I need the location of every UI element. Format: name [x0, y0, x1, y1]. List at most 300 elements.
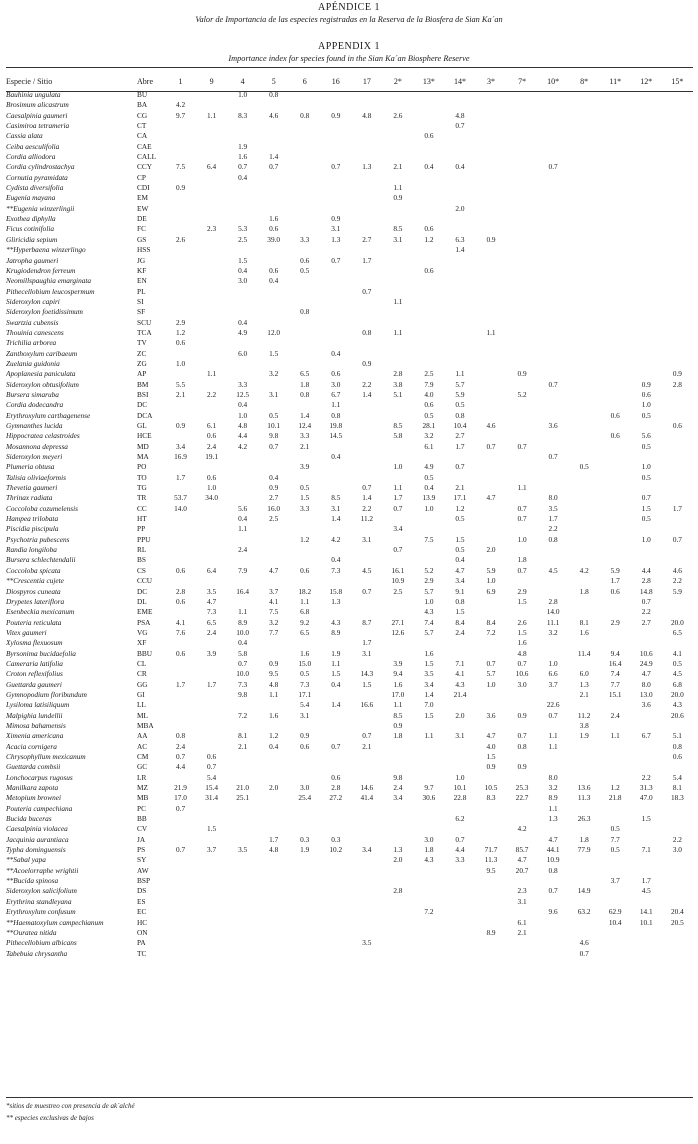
table-row: [6, 245, 693, 255]
value-cell: 0.7: [517, 565, 527, 575]
value-cell: [320, 762, 351, 772]
value-cell: [320, 897, 351, 907]
value-cell: [569, 752, 600, 762]
value-cell: [413, 121, 444, 131]
value-cell: 7.2: [424, 907, 434, 917]
value-cell: [600, 359, 631, 369]
table-row: [6, 566, 693, 576]
value-cell: [382, 307, 413, 317]
value-cell: 0.7: [393, 503, 403, 513]
value-cell: [476, 918, 507, 928]
value-cell: 1.0: [641, 534, 651, 544]
species-cell: Erythroxylum carthagenense: [6, 410, 91, 420]
value-cell: [351, 90, 382, 100]
value-cell: [538, 121, 569, 131]
value-cell: [351, 897, 382, 907]
value-cell: [476, 359, 507, 369]
value-cell: [196, 938, 227, 948]
value-cell: 1.0: [548, 658, 558, 668]
value-cell: [476, 690, 507, 700]
value-cell: [631, 90, 662, 100]
value-cell: [320, 204, 351, 214]
value-cell: 21.9: [174, 783, 187, 793]
abbreviation-cell: CAE: [137, 141, 152, 151]
value-cell: [569, 369, 600, 379]
column-header: 8*: [580, 77, 589, 86]
value-cell: 8.0: [548, 493, 558, 503]
value-cell: [165, 193, 196, 203]
value-cell: [600, 193, 631, 203]
value-cell: 0.5: [455, 545, 465, 555]
abbreviation-cell: CCU: [137, 576, 153, 586]
value-cell: 1.1: [393, 483, 403, 493]
value-cell: 14.0: [174, 503, 187, 513]
value-cell: 1.0: [424, 596, 434, 606]
value-cell: [569, 597, 600, 607]
value-cell: [569, 824, 600, 834]
abbreviation-cell: SCU: [137, 317, 152, 327]
value-cell: [382, 204, 413, 214]
value-cell: [289, 287, 320, 297]
value-cell: 6.4: [207, 565, 217, 575]
value-cell: 0.9: [393, 720, 403, 730]
value-cell: 2.1: [238, 741, 248, 751]
value-cell: [258, 886, 289, 896]
value-cell: 0.7: [362, 483, 372, 493]
species-cell: Diospyros cuneata: [6, 586, 61, 596]
value-cell: [538, 587, 569, 597]
abbreviation-cell: PO: [137, 462, 147, 472]
species-cell: Drypetes lateriflora: [6, 596, 65, 606]
value-cell: 3.1: [362, 648, 372, 658]
value-cell: 0.5: [579, 462, 589, 472]
value-cell: [600, 204, 631, 214]
species-cell: Bucida buceras: [6, 814, 52, 824]
value-cell: [351, 431, 382, 441]
abbreviation-cell: CP: [137, 172, 146, 182]
abbreviation-cell: LL: [137, 700, 146, 710]
value-cell: 1.1: [424, 731, 434, 741]
species-cell: Xylosma flexuosum: [6, 638, 63, 648]
value-cell: [165, 514, 196, 524]
value-cell: [476, 607, 507, 617]
value-cell: [196, 411, 227, 421]
value-cell: [227, 287, 258, 297]
table-row: [6, 183, 693, 193]
value-cell: [507, 380, 538, 390]
value-cell: 7.9: [238, 565, 248, 575]
value-cell: [289, 897, 320, 907]
value-cell: [165, 266, 196, 276]
value-cell: [258, 318, 289, 328]
value-cell: 62.9: [608, 907, 622, 917]
value-cell: [662, 183, 693, 193]
bottom-rule: [6, 1097, 693, 1098]
abbreviation-cell: HSS: [137, 245, 151, 255]
value-cell: [165, 555, 196, 565]
value-cell: [507, 173, 538, 183]
table-row: [6, 421, 693, 431]
value-cell: [600, 855, 631, 865]
value-cell: [413, 555, 444, 565]
value-cell: 0.4: [424, 483, 434, 493]
value-cell: [600, 287, 631, 297]
value-cell: [507, 700, 538, 710]
value-cell: [538, 214, 569, 224]
value-cell: [258, 897, 289, 907]
value-cell: [258, 855, 289, 865]
value-cell: [165, 907, 196, 917]
value-cell: [382, 555, 413, 565]
species-cell: Brosimum alicastrum: [6, 100, 69, 110]
value-cell: 3.8: [393, 379, 403, 389]
value-cell: 3.9: [393, 658, 403, 668]
value-cell: [289, 452, 320, 462]
value-cell: [538, 307, 569, 317]
species-cell: Pouteria reticulata: [6, 617, 62, 627]
value-cell: [538, 555, 569, 565]
value-cell: [196, 400, 227, 410]
value-cell: 0.3: [331, 834, 341, 844]
value-cell: [569, 318, 600, 328]
value-cell: [444, 287, 475, 297]
value-cell: 3.8: [579, 720, 589, 730]
value-cell: [258, 462, 289, 472]
value-cell: [196, 90, 227, 100]
species-cell: Manilkara zapota: [6, 783, 59, 793]
value-cell: [662, 256, 693, 266]
value-cell: 41.4: [360, 793, 374, 803]
value-cell: [631, 711, 662, 721]
value-cell: [600, 462, 631, 472]
value-cell: 3.5: [548, 503, 558, 513]
value-cell: [538, 245, 569, 255]
value-cell: [507, 359, 538, 369]
value-cell: [476, 90, 507, 100]
value-cell: [569, 173, 600, 183]
value-cell: 1.1: [238, 524, 248, 534]
value-cell: 3.6: [548, 421, 558, 430]
value-cell: [165, 173, 196, 183]
value-cell: [507, 411, 538, 421]
value-cell: 0.9: [300, 731, 310, 741]
value-cell: [196, 711, 227, 721]
value-cell: [413, 256, 444, 266]
value-cell: 0.4: [269, 276, 279, 286]
value-cell: [165, 918, 196, 928]
value-cell: [569, 214, 600, 224]
abbreviation-cell: HT: [137, 514, 147, 524]
value-cell: [476, 121, 507, 131]
value-cell: 8.3: [486, 793, 496, 803]
abbreviation-cell: MB: [137, 793, 149, 803]
value-cell: [476, 431, 507, 441]
value-cell: [351, 524, 382, 534]
value-cell: 2.7: [362, 234, 372, 244]
value-cell: [662, 214, 693, 224]
value-cell: [507, 204, 538, 214]
value-cell: [196, 121, 227, 131]
value-cell: [476, 835, 507, 845]
value-cell: [196, 504, 227, 514]
value-cell: 4.4: [175, 762, 186, 772]
value-cell: [569, 380, 600, 390]
value-cell: [289, 204, 320, 214]
value-cell: [600, 762, 631, 772]
value-cell: 1.1: [455, 369, 465, 379]
value-cell: [289, 100, 320, 110]
value-cell: [351, 597, 382, 607]
value-cell: [507, 576, 538, 586]
value-cell: [476, 162, 507, 172]
value-cell: 17.0: [174, 793, 187, 803]
value-cell: [662, 855, 693, 865]
value-cell: [227, 855, 258, 865]
table-row: [6, 711, 693, 721]
value-cell: [600, 742, 631, 752]
value-cell: [320, 855, 351, 865]
value-cell: [631, 638, 662, 648]
value-cell: [476, 773, 507, 783]
value-cell: 5.6: [641, 431, 651, 441]
column-header: 16: [331, 77, 340, 86]
value-cell: [631, 318, 662, 328]
value-cell: [289, 752, 320, 762]
value-cell: 0.8: [269, 90, 279, 99]
value-cell: 2.4: [393, 783, 403, 793]
value-cell: [569, 162, 600, 172]
value-cell: [351, 276, 382, 286]
value-cell: [538, 690, 569, 700]
value-cell: [413, 359, 444, 369]
value-cell: 1.4: [362, 389, 372, 399]
value-cell: 0.6: [672, 421, 682, 430]
value-cell: [196, 742, 227, 752]
value-cell: [351, 173, 382, 183]
value-cell: 0.7: [641, 493, 651, 503]
value-cell: 1.7: [641, 876, 651, 886]
value-cell: [444, 338, 475, 348]
value-cell: [382, 928, 413, 938]
value-cell: [165, 824, 196, 834]
value-cell: 4.7: [486, 493, 496, 503]
value-cell: [196, 721, 227, 731]
value-cell: 3.6: [641, 700, 651, 710]
value-cell: 0.9: [486, 762, 496, 772]
value-cell: 4.7: [486, 731, 496, 741]
value-cell: 0.9: [517, 710, 527, 720]
value-cell: 0.4: [269, 741, 279, 751]
value-cell: [165, 297, 196, 307]
value-cell: [662, 949, 693, 959]
value-cell: 9.7: [424, 783, 434, 793]
value-cell: 1.0: [393, 462, 403, 472]
value-cell: 0.9: [362, 358, 372, 368]
value-cell: [444, 886, 475, 896]
value-cell: 7.7: [269, 627, 279, 637]
value-cell: 8.1: [672, 783, 682, 793]
value-cell: [631, 245, 662, 255]
value-cell: [196, 173, 227, 183]
value-cell: [600, 442, 631, 452]
value-cell: [538, 204, 569, 214]
table-row: [6, 287, 693, 297]
table-row: [6, 431, 693, 441]
species-cell: **Ouratea nitida: [6, 927, 57, 937]
abbreviation-cell: EW: [137, 203, 149, 213]
value-cell: [351, 349, 382, 359]
value-cell: [227, 535, 258, 545]
value-cell: [507, 814, 538, 824]
title-es: APÉNDICE 1: [318, 2, 380, 13]
value-cell: [662, 359, 693, 369]
value-cell: [444, 876, 475, 886]
value-cell: [569, 328, 600, 338]
value-cell: [227, 949, 258, 959]
value-cell: [631, 897, 662, 907]
abbreviation-cell: MBA: [137, 720, 154, 730]
value-cell: 25.4: [298, 793, 312, 803]
value-cell: [476, 142, 507, 152]
value-cell: 1.5: [269, 348, 279, 358]
value-cell: [227, 462, 258, 472]
value-cell: [165, 462, 196, 472]
value-cell: 2.1: [455, 483, 465, 493]
abbreviation-cell: BSI: [137, 389, 149, 399]
value-cell: [196, 214, 227, 224]
table-row: [6, 504, 693, 514]
value-cell: 2.4: [610, 710, 620, 720]
value-cell: 1.5: [424, 658, 434, 668]
value-cell: 0.5: [300, 669, 310, 679]
value-cell: 1.3: [331, 596, 341, 606]
value-cell: [662, 555, 693, 565]
value-cell: 0.7: [455, 462, 465, 472]
column-header: 3*: [487, 77, 496, 86]
value-cell: [476, 390, 507, 400]
value-cell: [631, 142, 662, 152]
value-cell: 0.8: [175, 731, 186, 741]
value-cell: [444, 224, 475, 234]
value-cell: [600, 514, 631, 524]
value-cell: [507, 318, 538, 328]
value-cell: [196, 555, 227, 565]
value-cell: 19.8: [329, 421, 343, 430]
value-cell: [600, 111, 631, 121]
abbreviation-cell: EN: [137, 276, 147, 286]
value-cell: 12.0: [267, 327, 281, 337]
value-cell: [165, 369, 196, 379]
value-cell: [507, 721, 538, 731]
abbreviation-cell: DC: [137, 586, 148, 596]
species-cell: Bauhinia ungulata: [6, 90, 61, 99]
value-cell: [351, 762, 382, 772]
value-cell: [382, 762, 413, 772]
value-cell: [662, 121, 693, 131]
value-cell: 6.8: [672, 679, 682, 689]
value-cell: 8.9: [238, 617, 248, 627]
abbreviation-cell: DS: [137, 886, 147, 896]
value-cell: 4.3: [455, 679, 465, 689]
value-cell: [538, 483, 569, 493]
value-cell: [631, 545, 662, 555]
value-cell: 9.4: [610, 648, 620, 658]
value-cell: [289, 949, 320, 959]
value-cell: 4.1: [455, 669, 465, 679]
value-cell: 4.6: [579, 938, 589, 948]
value-cell: 0.7: [486, 441, 496, 451]
value-cell: [227, 752, 258, 762]
value-cell: 30.6: [422, 793, 436, 803]
abbreviation-cell: BU: [137, 90, 148, 99]
value-cell: [600, 773, 631, 783]
value-cell: [476, 886, 507, 896]
value-cell: [382, 256, 413, 266]
value-cell: [538, 390, 569, 400]
value-cell: 2.4: [238, 545, 248, 555]
value-cell: [320, 307, 351, 317]
value-cell: 0.7: [238, 658, 248, 668]
value-cell: [320, 462, 351, 472]
value-cell: [600, 152, 631, 162]
value-cell: 9.6: [548, 907, 558, 917]
table-row: [6, 597, 693, 607]
value-cell: [600, 276, 631, 286]
value-cell: 0.6: [424, 131, 434, 141]
value-cell: [227, 121, 258, 131]
value-cell: [320, 721, 351, 731]
value-cell: 13.0: [639, 689, 653, 699]
value-cell: [631, 338, 662, 348]
value-cell: 0.7: [393, 545, 403, 555]
value-cell: [351, 297, 382, 307]
table-row: [6, 700, 693, 710]
table-row: [6, 224, 693, 234]
species-cell: Neomillspaughia emarginata: [6, 276, 92, 286]
abbreviation-cell: TCA: [137, 327, 152, 337]
species-cell: Bursera schlechtendalii: [6, 555, 76, 565]
value-cell: 2.9: [517, 586, 527, 596]
value-cell: [569, 152, 600, 162]
value-cell: 7.3: [238, 679, 248, 689]
value-cell: [258, 245, 289, 255]
value-cell: [444, 918, 475, 928]
value-cell: [476, 949, 507, 959]
value-cell: 0.6: [610, 431, 620, 441]
value-cell: 3.2: [424, 431, 434, 441]
value-cell: [320, 100, 351, 110]
value-cell: [289, 876, 320, 886]
value-cell: [538, 473, 569, 483]
value-cell: 0.4: [238, 514, 248, 524]
value-cell: [631, 721, 662, 731]
value-cell: [569, 855, 600, 865]
species-cell: Thevetia gaumeri: [6, 483, 58, 493]
value-cell: [569, 514, 600, 524]
value-cell: 1.2: [269, 731, 279, 741]
value-cell: [600, 752, 631, 762]
value-cell: 0.6: [424, 224, 434, 234]
value-cell: [662, 193, 693, 203]
value-cell: [413, 142, 444, 152]
value-cell: 14.5: [329, 431, 343, 441]
value-cell: 0.6: [207, 431, 217, 441]
value-cell: 4.7: [548, 834, 558, 844]
value-cell: 1.3: [393, 845, 403, 855]
value-cell: [320, 287, 351, 297]
value-cell: [631, 359, 662, 369]
column-header: 12*: [640, 77, 653, 86]
